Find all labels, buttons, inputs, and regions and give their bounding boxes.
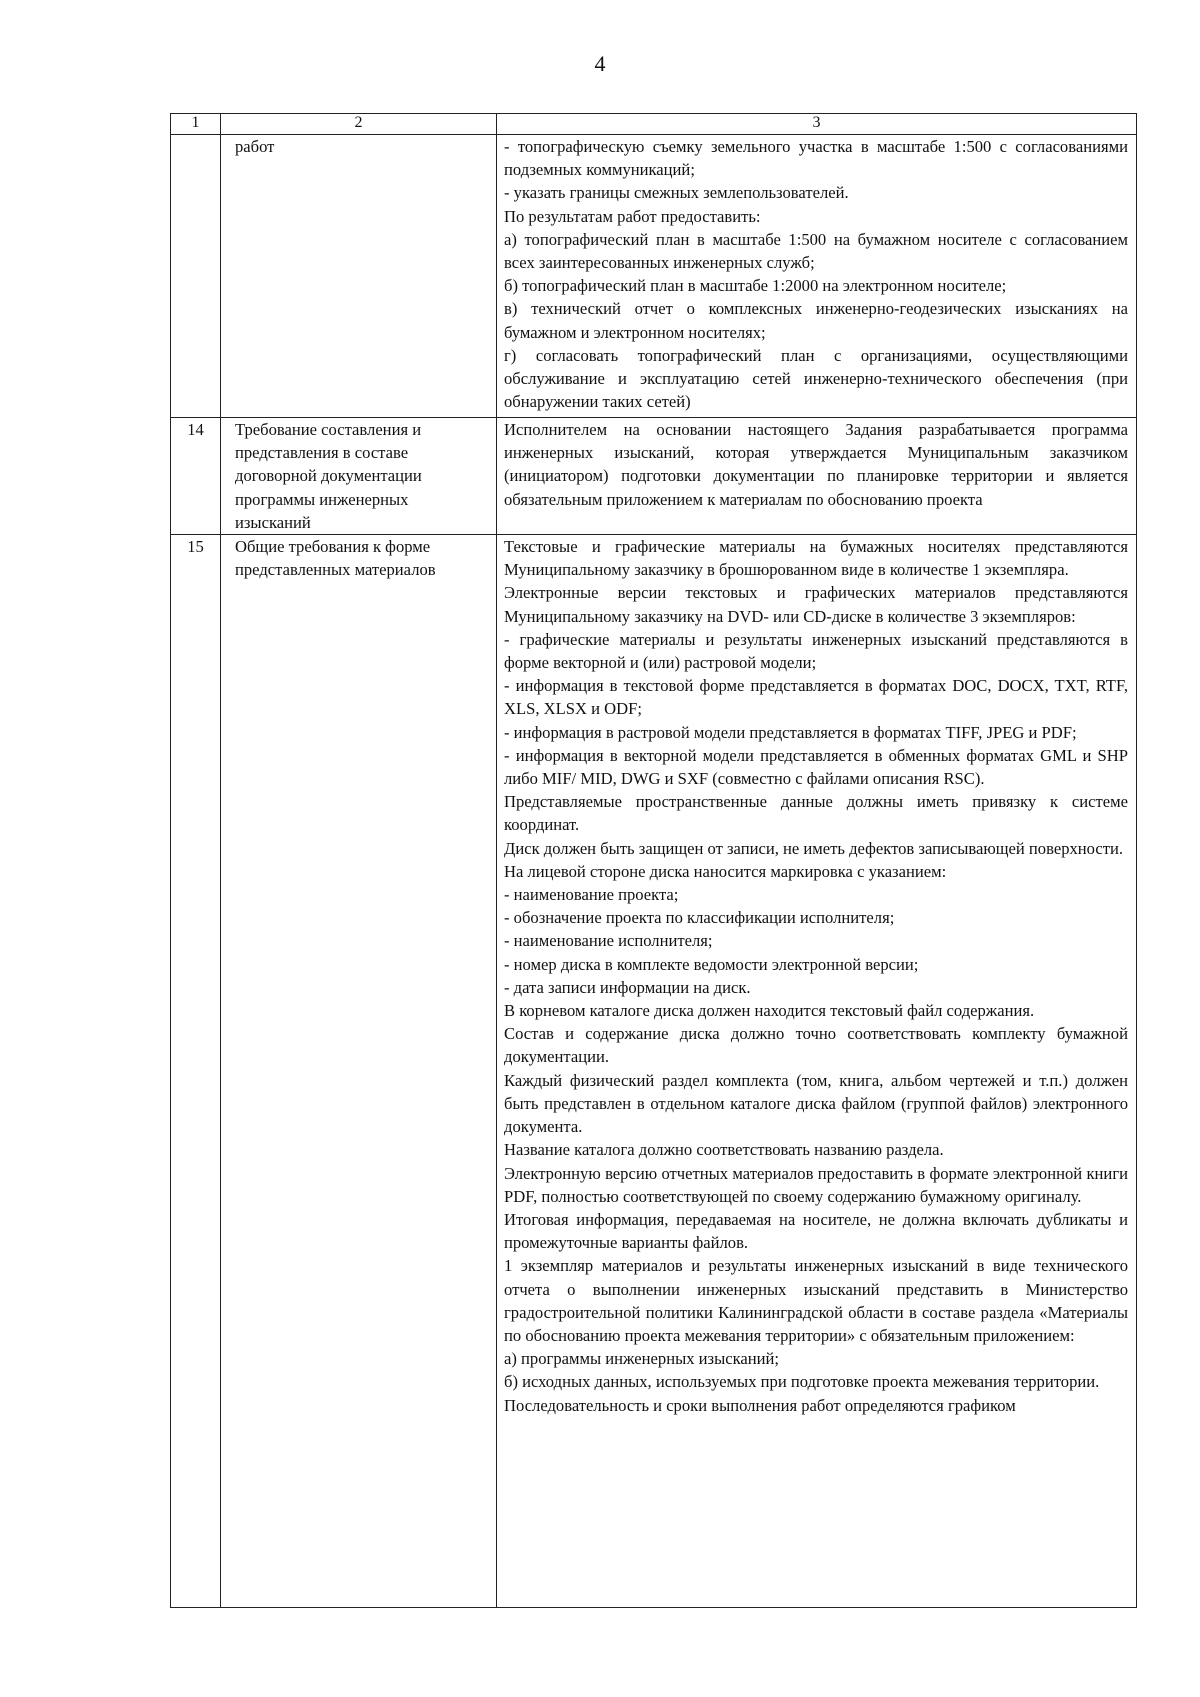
content-line: а) топографический план в масштабе 1:500 на бумажном носителе с согласованием всех заинтересованных инженерных служб; bbox=[504, 229, 1128, 273]
row-content bbox=[497, 535, 1137, 1608]
table-row bbox=[171, 418, 1137, 535]
content-line: - номер диска в комплекте ведомости электронной версии; bbox=[504, 954, 919, 974]
content-line: Диск должен быть защищен от записи, не иметь дефектов записывающей поверхности. bbox=[504, 838, 1124, 858]
content-line: Каждый физический раздел комплекта (том, книга, альбом чертежей и т.п.) должен быть представлен в отдельном каталоге диска файлом (группой файлов) электронного документа. bbox=[504, 1070, 1128, 1137]
content-line: - наименование проекта; bbox=[504, 885, 679, 905]
row-label: Общие требования к форме представленных материалов bbox=[221, 535, 497, 1608]
table-row bbox=[171, 535, 1137, 1608]
content-line: Итоговая информация, передаваемая на носителе, не должна включать дубликаты и промежуточные варианты файлов. bbox=[504, 1209, 1128, 1253]
requirements-table bbox=[170, 113, 1137, 1608]
content-line: б) топографический план в масштабе 1:2000 на электронном носителе; bbox=[504, 276, 1007, 296]
content-line: - наименование исполнителя; bbox=[504, 931, 713, 951]
content-line: В корневом каталоге диска должен находится текстовый файл содержания. bbox=[504, 1001, 1035, 1021]
column-header-1: 1 bbox=[171, 114, 221, 135]
table-header-row bbox=[171, 114, 1137, 135]
content-line: - дата записи информации на диск. bbox=[504, 977, 751, 997]
content-line: Состав и содержание диска должно точно соответствовать комплекту бумажной документации. bbox=[504, 1024, 1128, 1067]
row-number: 15 bbox=[171, 535, 221, 1608]
content-line: в) технический отчет о комплексных инженерно-геодезических изысканиях на бумажном и электронном носителях; bbox=[504, 299, 1128, 342]
column-header-3: 3 bbox=[497, 114, 1137, 135]
content-line: - топографическую съемку земельного участка в масштабе 1:500 с согласованиями подземных коммуникаций; bbox=[504, 137, 1128, 180]
page-number: 4 bbox=[594, 51, 606, 76]
content-line: г) согласовать топографический план с организациями, осуществляющими обслуживание и эксплуатацию сетей инженерно-технического обеспечения (при обнаружении таких сетей) bbox=[504, 345, 1128, 412]
content-line: - указать границы смежных землепользователей. bbox=[504, 183, 849, 203]
row-number bbox=[171, 135, 221, 418]
content-line: Электронные версии текстовых и графических материалов представляются Муниципальному заказчику на DVD- или CD-диске в количестве 3 экземпляров: bbox=[504, 583, 1128, 626]
content-line: По результатам работ предоставить: bbox=[504, 206, 761, 226]
content-line: - обозначение проекта по классификации исполнителя; bbox=[504, 908, 895, 928]
content-line: Исполнителем на основании настоящего Задания разрабатывается программа инженерных изысканий, которая утверждается Муниципальным заказчиком (инициатором) подготовки документации по планировке территории и является обязательным приложением к материалам по обоснованию проекта bbox=[504, 420, 1128, 509]
content-line: - информация в векторной модели представляется в обменных форматах GML и SHP либо MIF/ MID, DWG и SXF (совместно с файлами описания RSC). bbox=[504, 745, 1128, 789]
row-number: 14 bbox=[171, 418, 221, 535]
content-line: а) программы инженерных изысканий; bbox=[504, 1349, 780, 1369]
content-line: б) исходных данных, используемых при подготовке проекта межевания территории. bbox=[504, 1372, 1100, 1392]
content-line: - информация в текстовой форме представляется в форматах DOC, DOCX, TXT, RTF, XLS, XLSX и ODF; bbox=[504, 676, 1128, 719]
content-line: Представляемые пространственные данные должны иметь привязку к системе координат. bbox=[504, 792, 1128, 835]
content-line: - информация в растровой модели представляется в форматах TIFF, JPEG и PDF; bbox=[504, 722, 1077, 742]
content-line: Электронную версию отчетных материалов предоставить в формате электронной книги PDF, полностью соответствующей по своему содержанию бумажному оригиналу. bbox=[504, 1163, 1128, 1206]
content-line: Название каталога должно соответствовать названию раздела. bbox=[504, 1140, 944, 1160]
row-label: работ bbox=[221, 135, 497, 418]
row-content bbox=[497, 418, 1137, 535]
row-label: Требование составления и представления в составе договорной документации программы инженерных изысканий bbox=[221, 418, 497, 535]
content-line: Последовательность и сроки выполнения работ определяются графиком bbox=[504, 1395, 1016, 1415]
row-content bbox=[497, 135, 1137, 418]
column-header-2: 2 bbox=[221, 114, 497, 135]
content-line: На лицевой стороне диска наносится маркировка с указанием: bbox=[504, 861, 947, 881]
content-line: - графические материалы и результаты инженерных изысканий представляются в форме векторной и (или) растровой модели; bbox=[504, 629, 1128, 673]
content-line: Текстовые и графические материалы на бумажных носителях представляются Муниципальному заказчику в брошюрованном виде в количестве 1 экземпляра. bbox=[504, 537, 1128, 580]
content-line: 1 экземпляр материалов и результаты инженерных изысканий в виде технического отчета о выполнении инженерных изысканий представить в Министерство градостроительной политики Калининградской области в составе раздела «Материалы по обоснованию проекта межевания территории» с обязательным приложением: bbox=[504, 1256, 1128, 1345]
table-row bbox=[171, 135, 1137, 418]
